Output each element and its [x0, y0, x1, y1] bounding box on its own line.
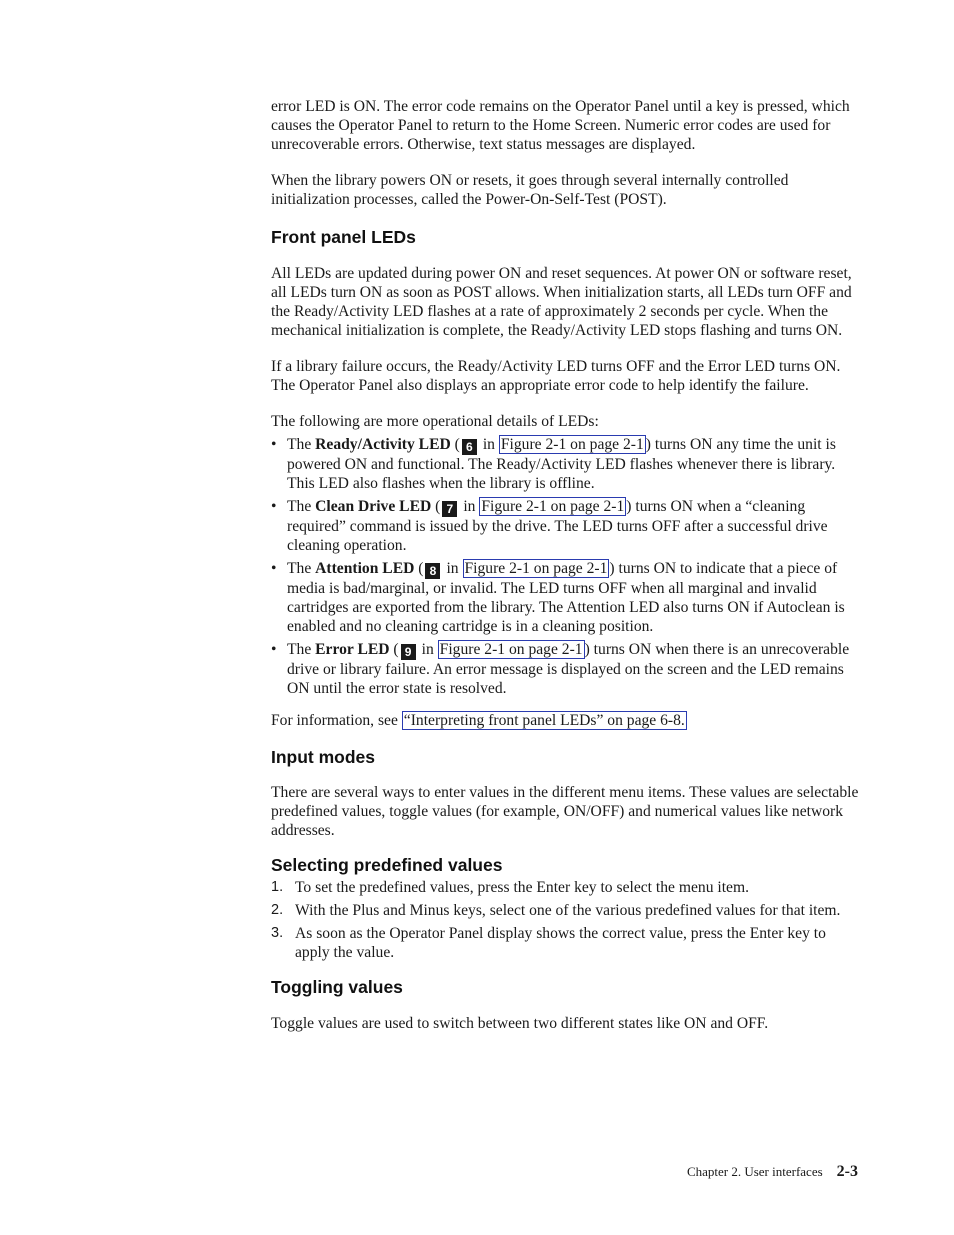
- callout-badge: 6: [462, 439, 477, 455]
- list-item: [271, 878, 861, 897]
- list-item: [271, 497, 861, 555]
- list-item-text: ) turns ON to indicate that a piece of media is bad/marginal, or invalid. The LED turns OFF when all marginal and invalid cartridges are exported from the library. The Attention LED also turns ON if Autoclean is enabled and no cleaning cartridge is in a cleaning position.: [287, 560, 845, 635]
- bullet-icon: •: [271, 641, 277, 658]
- page-body: [271, 97, 861, 1033]
- list-item-text: in: [482, 436, 495, 453]
- section-heading-front-panel-leds: Front panel LEDs: [271, 227, 416, 247]
- list-item-text: ) turns ON any time the unit is powered ON and functional. The Ready/Activity LED flashes whenever there is library. This LED also flashes when the library is offline.: [287, 436, 836, 492]
- bullet-icon: •: [271, 436, 277, 453]
- section-heading-toggling-values: Toggling values: [271, 977, 403, 997]
- list-item: [271, 924, 861, 962]
- list-item: [271, 559, 861, 636]
- body-paragraph: Toggle values are used to switch between two different states like ON and OFF.: [271, 1015, 769, 1032]
- led-list: [271, 435, 861, 698]
- step-text: With the Plus and Minus keys, select one of the various predefined values for that item.: [295, 902, 841, 919]
- callout-badge: 9: [401, 644, 416, 660]
- list-item: [271, 435, 861, 493]
- figure-link[interactable]: Figure 2-1 on page 2-1: [500, 436, 644, 453]
- chapter-title: Chapter 2. User interfaces: [686, 1164, 823, 1179]
- body-paragraph: All LEDs are updated during power ON and reset sequences. At power ON or software reset, all LEDs turn ON as soon as POST allows. When initialization starts, all LEDs turn OFF and the Ready/Activity LED flashes at a rate of approximately 2 seconds per cycle. When the mechanical initialization is complete, the Ready/Activity LED stops flashing and turns ON.: [271, 265, 852, 339]
- list-item-text: (: [389, 641, 399, 658]
- intro-paragraph: When the library powers ON or resets, it goes through several internally controlled initialization processes, called the Power-On-Self-Test (POST).: [271, 172, 789, 208]
- figure-link[interactable]: Figure 2-1 on page 2-1: [439, 641, 583, 658]
- led-name: Attention LED: [315, 560, 415, 577]
- bullet-icon: •: [271, 560, 277, 577]
- list-item: [271, 640, 861, 698]
- step-number: 1.: [271, 879, 284, 895]
- page-number: 2-3: [836, 1163, 858, 1180]
- intro-paragraph: error LED is ON. The error code remains on the Operator Panel until a key is pressed, which causes the Operator Panel to return to the Home Screen. Numeric error codes are used for unrecoverable errors. Otherwise, text status messages are displayed.: [271, 98, 850, 153]
- step-text: To set the predefined values, press the Enter key to select the menu item.: [295, 879, 750, 896]
- body-paragraph: The following are more operational details of LEDs:: [271, 413, 599, 430]
- step-number: 3.: [271, 925, 284, 941]
- list-item: [271, 901, 861, 920]
- section-heading-input-modes: Input modes: [271, 747, 376, 767]
- callout-badge: 7: [442, 501, 457, 517]
- list-item-text: The: [287, 498, 316, 515]
- list-item-text: ) turns ON when there is an unrecoverable drive or library failure. An error message is displayed on the screen and the LED remains ON until the error state is resolved.: [287, 641, 850, 697]
- figure-link[interactable]: Figure 2-1 on page 2-1: [481, 498, 625, 515]
- list-item-text: in: [421, 641, 434, 658]
- body-paragraph: [271, 711, 861, 730]
- list-item-text: (: [450, 436, 460, 453]
- section-heading-selecting-predefined-values: Selecting predefined values: [271, 855, 503, 875]
- led-name: Ready/Activity LED: [315, 436, 451, 453]
- steps-list: [271, 878, 861, 962]
- led-name: Error LED: [315, 641, 390, 658]
- body-paragraph: If a library failure occurs, the Ready/Activity LED turns OFF and the Error LED turns ON. The Operator Panel also displays an appropriate error code to help identify the failure.: [271, 358, 841, 394]
- list-item-text: in: [463, 498, 476, 515]
- info-text: For information, see: [271, 712, 402, 729]
- list-item-text: (: [414, 560, 424, 577]
- step-text: As soon as the Operator Panel display shows the correct value, press the Enter key to apply the value.: [295, 925, 826, 961]
- page-footer: [687, 1163, 858, 1181]
- led-name: Clean Drive LED: [315, 498, 432, 515]
- list-item-text: The: [287, 436, 316, 453]
- callout-badge: 8: [425, 563, 440, 579]
- figure-link[interactable]: Figure 2-1 on page 2-1: [464, 560, 608, 577]
- list-item-text: The: [287, 641, 316, 658]
- interpreting-leds-link[interactable]: “Interpreting front panel LEDs” on page 6-8.: [403, 712, 685, 729]
- list-item-text: in: [446, 560, 459, 577]
- bullet-icon: •: [271, 498, 277, 515]
- list-item-text: ) turns ON when a “cleaning required” command is issued by the drive. The LED turns OFF after a successful drive cleaning operation.: [287, 498, 828, 554]
- list-item-text: The: [287, 560, 316, 577]
- body-paragraph: There are several ways to enter values in the different menu items. These values are selectable predefined values, toggle values (for example, ON/OFF) and numerical values like network addresses.: [271, 784, 859, 839]
- list-item-text: (: [431, 498, 441, 515]
- step-number: 2.: [271, 902, 284, 918]
